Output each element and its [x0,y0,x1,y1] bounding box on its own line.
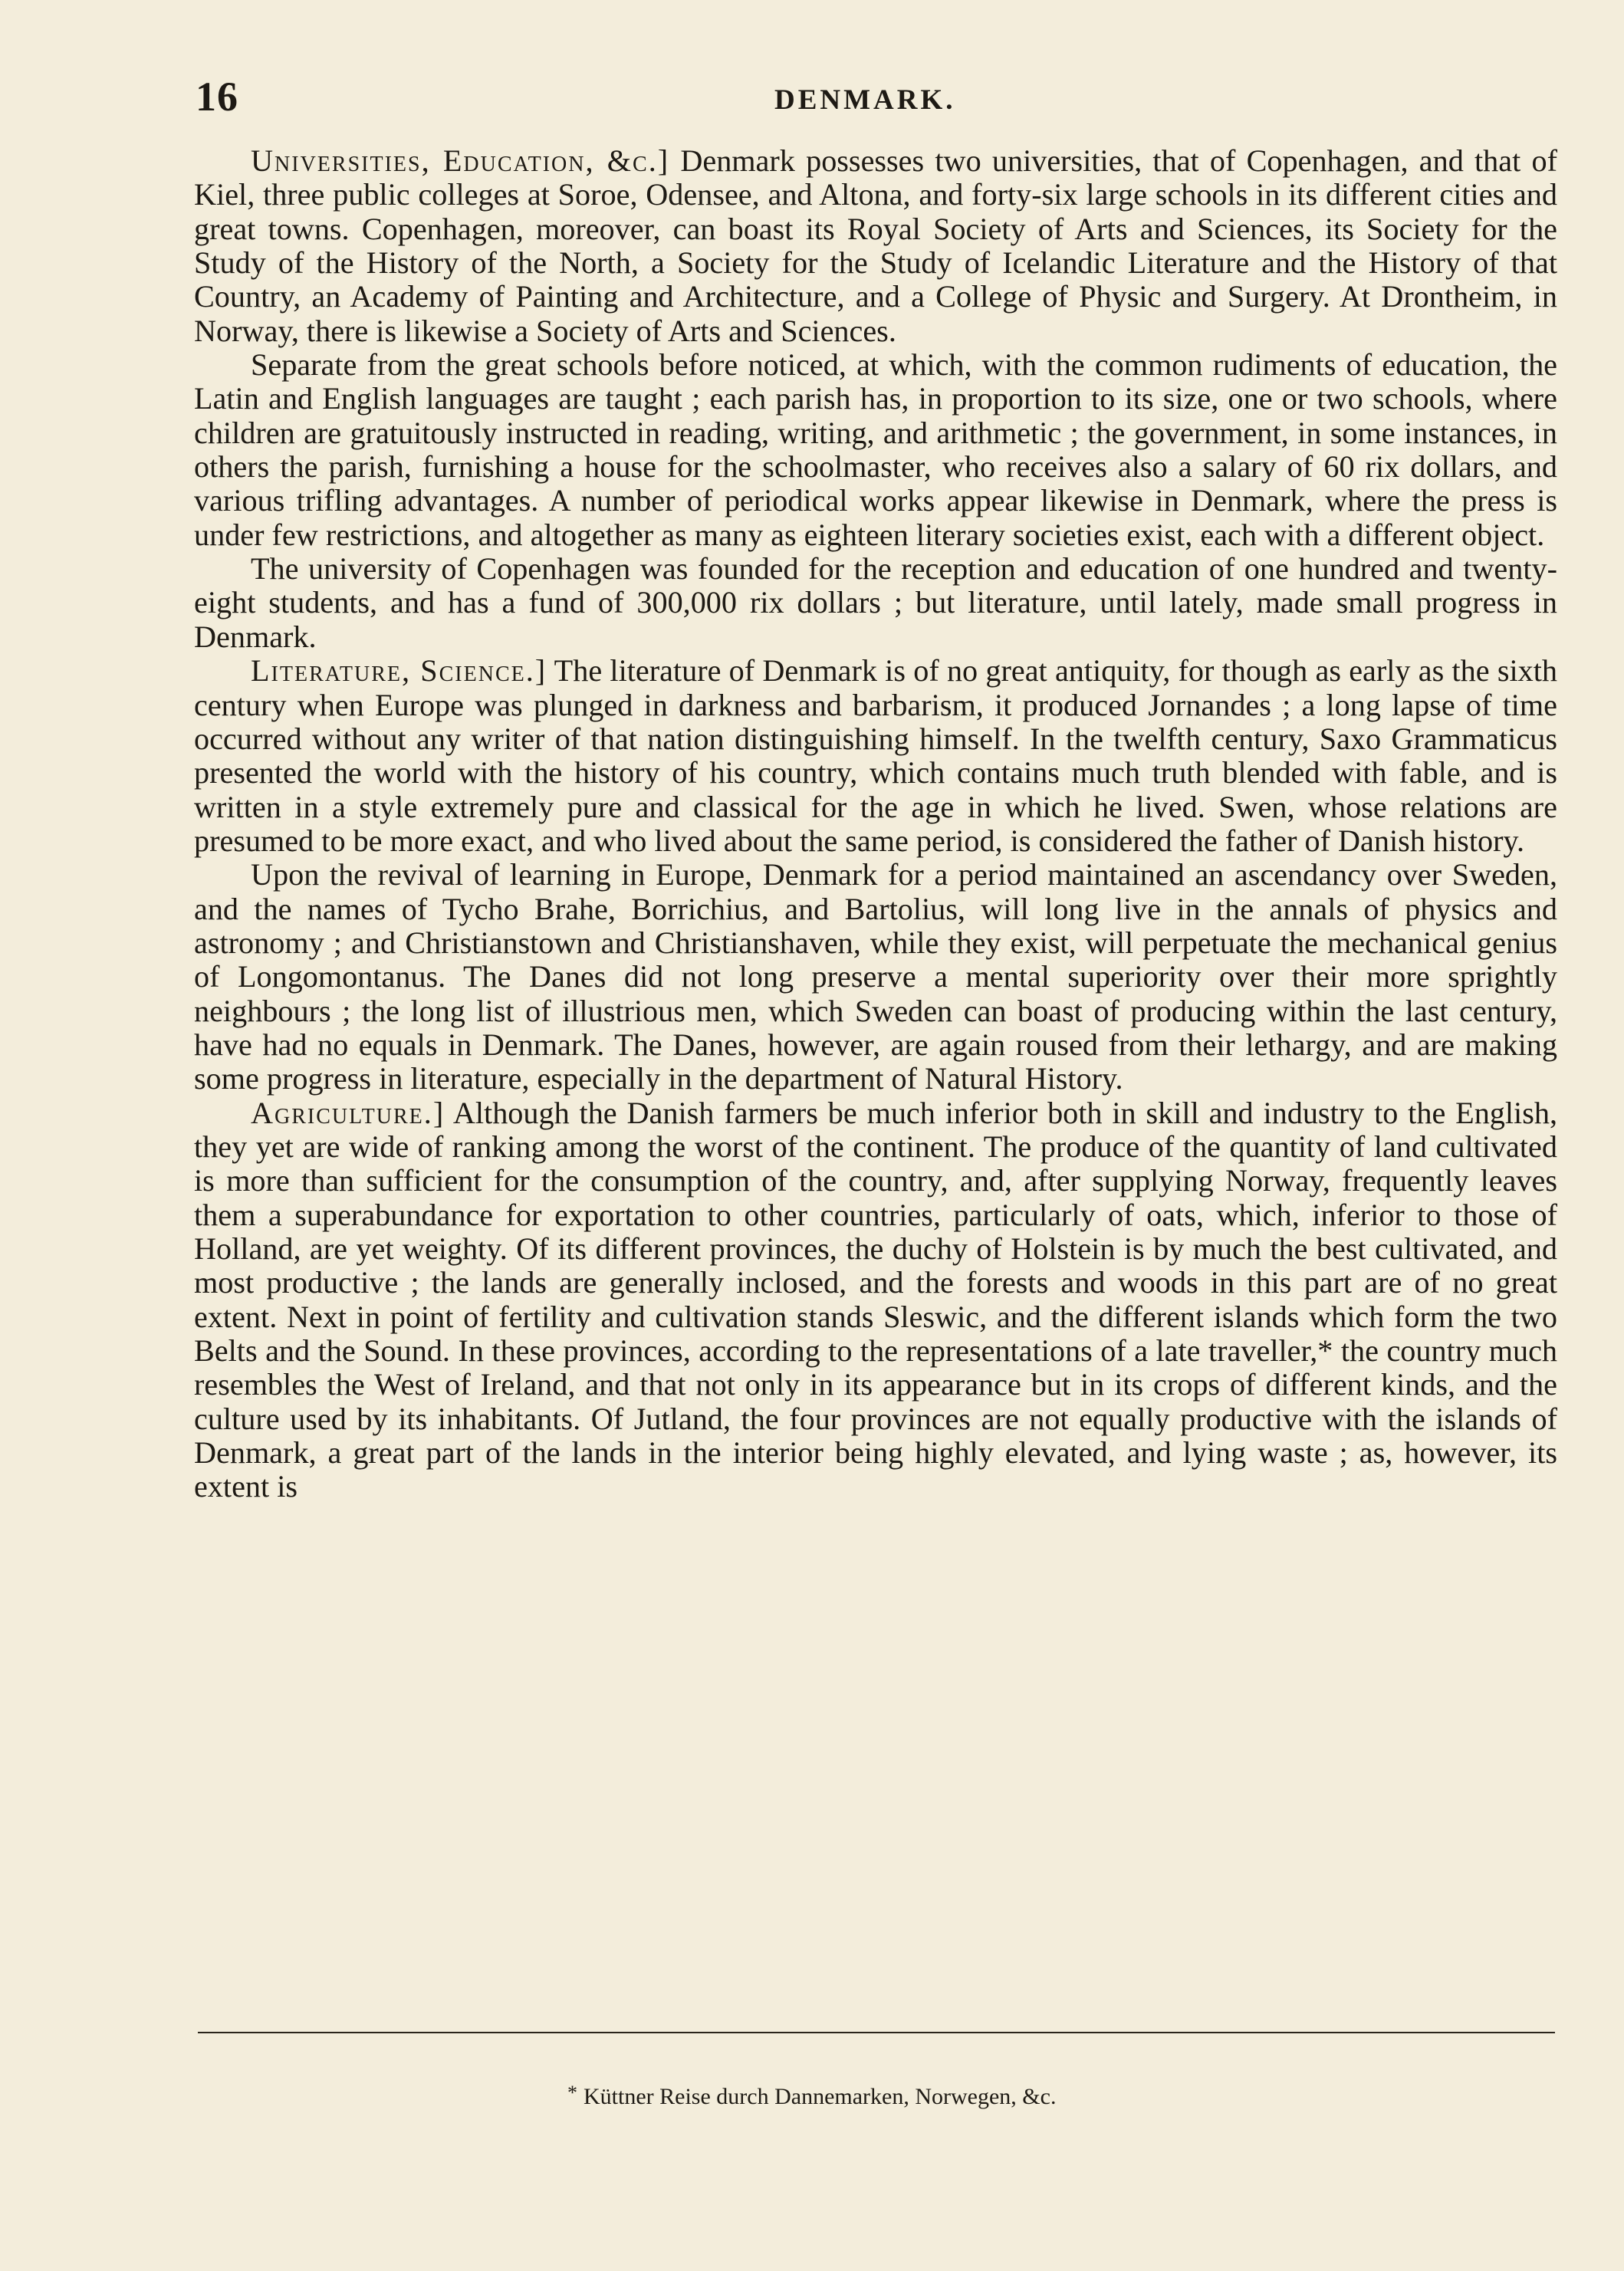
paragraph-universities [194,144,1557,348]
section-heading-agriculture: Agriculture.] [251,1095,445,1130]
body-text [194,144,1557,1504]
section-heading-literature: Literature, Science.] [251,653,547,689]
paragraph-text: Denmark possesses two universities, that of Copenhagen, and that of Kiel, three public colleges at Soroe, Odensee, and Altona, and forty-six large schools in its different cities and great towns. Copenhagen, moreover, can boast its Royal Society of Arts and Sciences, its Society for the Study of the History of the North, a Society for the Study of Icelandic Literature and the History of that Country, an Academy of Painting and Architecture, and a College of Physic and Surgery. At Drontheim, in Norway, there is likewise a Society of Arts and Sciences. [194,143,1557,348]
paragraph-text: The literature of Denmark is of no great antiquity, for though as early as the sixth century when Europe was plunged in darkness and barbarism, it produced Jornandes ; a long lapse of time occurred without any writer of that nation distinguishing himself. In the twelfth century, Saxo Grammaticus presented the world with the history of his country, which contains much truth blended with fable, and is written in a style extremely pure and classical for the age in which he lived. Swen, whose relations are presumed to be more exact, and who lived about the same period, is considered the father of Danish history. [194,653,1557,858]
paragraph-literature [194,654,1557,858]
footnote [567,2079,1334,2111]
paragraph-text: The university of Copenhagen was founded for the reception and education of one hundred and twenty-eight students, and has a fund of 300,000 rix dollars ; but literature, until lately, made small progress in Denmark. [194,551,1557,654]
paragraph-revival-of-learning [194,858,1557,1096]
paragraph-text: Upon the revival of learning in Europe, Denmark for a period maintained an ascendancy over Sweden, and the names of Tycho Brahe, Borrichius, and Bartolius, will long live in the annals of physics and astronomy ; and Christianstown and Christianshaven, while they exist, will perpetuate the mechanical genius of Longomontanus. The Danes did not long preserve a mental superiority over their more sprightly neighbours ; the long list of illustrious men, which Sweden can boast of producing within the last century, have had no equals in Denmark. The Danes, however, are again roused from their lethargy, and are making some progress in literature, especially in the department of Natural History. [194,857,1557,1096]
running-head [196,73,1576,127]
footnote-divider [198,2032,1555,2033]
paragraph-university-copenhagen [194,552,1557,654]
section-heading-universities: Universities, Education, &c.] [251,143,670,178]
page-number: 16 [196,74,238,120]
paragraph-agriculture [194,1096,1557,1504]
running-title: DENMARK. [774,84,956,116]
paragraph-text: Although the Danish farmers be much inferior both in skill and industry to the English, they yet are wide of ranking among the worst of the continent. The produce of the quantity of land cultivated is more than sufficient for the consumption of the country, and, after supplying Norway, frequently leaves them a superabundance for exportation to other countries, particularly of oats, which, inferior to those of Holland, are yet weighty. Of its different provinces, the duchy of Holstein is by much the best cultivated, and most productive ; the lands are generally inclosed, and the forests and woods in this part are of no great extent. Next in point of fertility and cultivation stands Sleswic, and the different islands which form the two Belts and the Sound. In these provinces, according to the representations of a late traveller,* the country much resembles the West of Ireland, and that not only in its appearance but in its crops of different kinds, and the culture used by its inhabitants. Of Jutland, the four provinces are not equally productive with the islands of Denmark, a great part of the lands in the interior being highly elevated, and lying waste ; as, however, its extent is [194,1095,1557,1504]
paragraph-schools [194,348,1557,552]
paragraph-text: Separate from the great schools before noticed, at which, with the common rudiments of education, the Latin and English languages are taught ; each parish has, in proportion to its size, one or two schools, where children are gratuitously instructed in reading, writing, and arithmetic ; the government, in some instances, in others the parish, furnishing a house for the schoolmaster, who receives also a salary of 60 rix dollars, and various trifling advantages. A number of periodical works appear likewise in Denmark, where the press is under few restrictions, and altogether as many as eighteen literary societies exist, each with a different object. [194,347,1557,552]
footnote-mark: * [567,2082,577,2104]
footnote-text: Küttner Reise durch Dannemarken, Norwegen, &c. [584,2084,1057,2109]
